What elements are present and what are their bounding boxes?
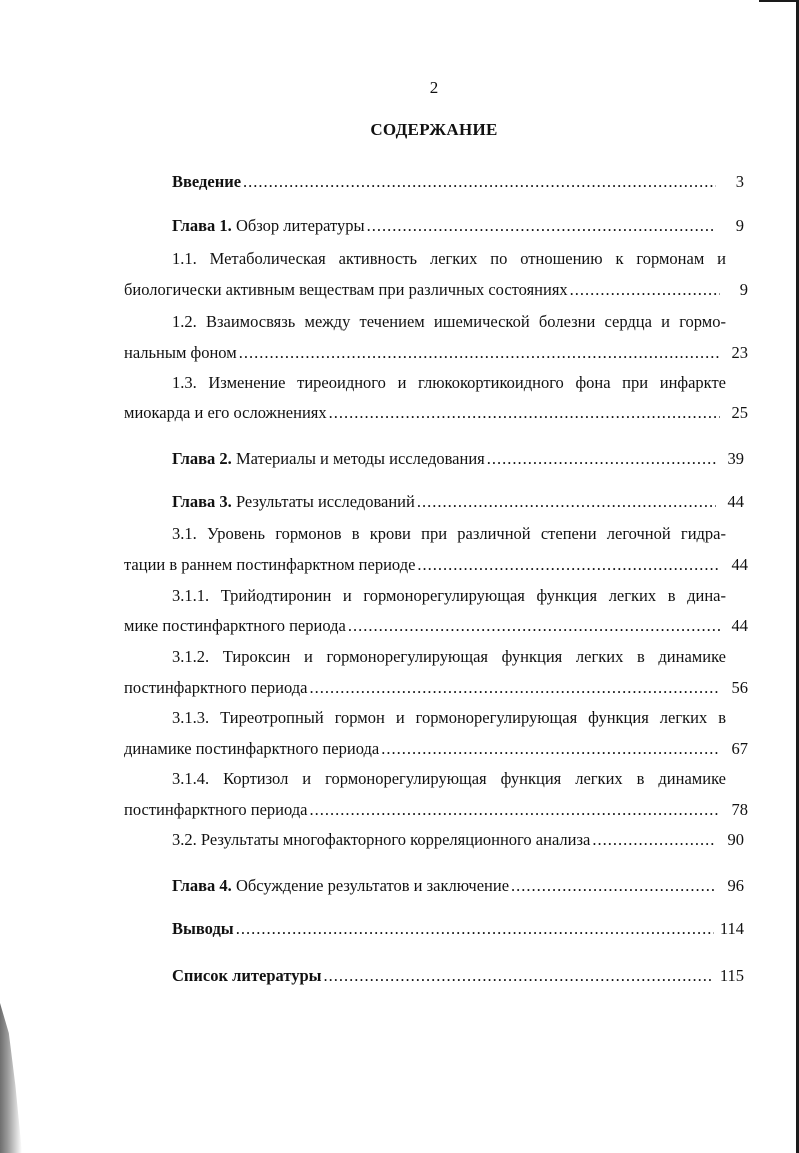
leader-dots	[236, 919, 714, 939]
entry-text: Обзор литературы	[231, 216, 365, 235]
entry-line2: постинфарктного периода	[124, 678, 308, 697]
entry-page: 3	[735, 172, 744, 191]
entry-page: 25	[731, 403, 748, 422]
entry-bold: Введение	[172, 172, 242, 191]
scan-shadow	[0, 1003, 22, 1153]
leader-dots	[310, 800, 721, 820]
leader-dots	[570, 280, 720, 300]
page-number: 2	[429, 78, 439, 97]
scan-edge-top	[759, 0, 799, 2]
entry-page: 23	[731, 343, 748, 362]
entry-line1: 1.1. Метаболическая активность легких по отношению к гормонам и	[172, 249, 726, 268]
leader-dots	[367, 216, 716, 236]
entry-page: 96	[727, 876, 744, 895]
entry-line1: 3.1.1. Трийодтиронин и гормонорегулирующая функция легких в дина-	[172, 586, 726, 605]
entry-line1: 1.3. Изменение тиреоидного и глюкокортикоидного фона при инфаркте	[172, 373, 726, 392]
leader-dots	[310, 678, 721, 698]
leader-dots	[511, 876, 716, 896]
entry-bold: Список литературы	[172, 966, 322, 985]
entry-line2: мике постинфарктного периода	[124, 616, 346, 635]
entry-text: Результаты исследований	[231, 492, 415, 511]
entry-bold: Выводы	[172, 919, 234, 938]
entry-text: Обсуждение результатов и заключение	[231, 876, 510, 895]
entry-line2: миокарда и его осложнениях	[124, 403, 327, 422]
leader-dots	[239, 343, 720, 363]
entry-page: 90	[727, 830, 744, 849]
entry-bold: Глава 1.	[172, 216, 232, 235]
entry-page: 9	[739, 280, 748, 299]
entry-page: 115	[719, 966, 744, 985]
entry-page: 114	[719, 919, 744, 938]
leader-dots	[592, 830, 716, 850]
leader-dots	[417, 492, 716, 512]
entry-bold: Глава 3.	[172, 492, 232, 511]
leader-dots	[348, 616, 720, 636]
entry-bold: Глава 2.	[172, 449, 232, 468]
entry-page: 44	[731, 555, 748, 574]
leader-dots	[417, 555, 720, 575]
entry-page: 9	[735, 216, 744, 235]
entry-page: 67	[731, 739, 748, 758]
entry-page: 44	[731, 616, 748, 635]
entry-page: 44	[727, 492, 744, 511]
leader-dots	[381, 739, 720, 759]
entry-line2: постинфарктного периода	[124, 800, 308, 819]
leader-dots	[487, 449, 716, 469]
entry-line1: 3.1. Уровень гормонов в крови при различной степени легочной гидра-	[172, 524, 726, 543]
entry-page: 39	[727, 449, 744, 468]
entry-page: 78	[731, 800, 748, 819]
entry-line1: 3.1.4. Кортизол и гормонорегулирующая функция легких в динамике	[172, 769, 726, 788]
entry-text: 3.2. Результаты многофакторного корреляционного анализа	[172, 830, 591, 849]
entry-line2: тации в раннем постинфарктном периоде	[124, 555, 416, 574]
entry-line2: нальным фоном	[124, 343, 237, 362]
entry-line1: 3.1.2. Тироксин и гормонорегулирующая функция легких в динамике	[172, 647, 726, 666]
leader-dots	[324, 966, 714, 986]
entry-page: 56	[731, 678, 748, 697]
page-title: СОДЕРЖАНИЕ	[370, 120, 498, 139]
leader-dots	[243, 172, 716, 192]
entry-line2: биологически активным веществам при различных состояниях	[124, 280, 568, 299]
entry-line1: 3.1.3. Тиреотропный гормон и гормонорегулирующая функция легких в	[172, 708, 726, 727]
entry-text: Материалы и методы исследования	[231, 449, 485, 468]
entry-line2: динамике постинфарктного периода	[124, 739, 380, 758]
entry-bold: Глава 4.	[172, 876, 232, 895]
entry-line1: 1.2. Взаимосвязь между течением ишемической болезни сердца и гормо-	[172, 312, 726, 331]
leader-dots	[329, 403, 720, 423]
